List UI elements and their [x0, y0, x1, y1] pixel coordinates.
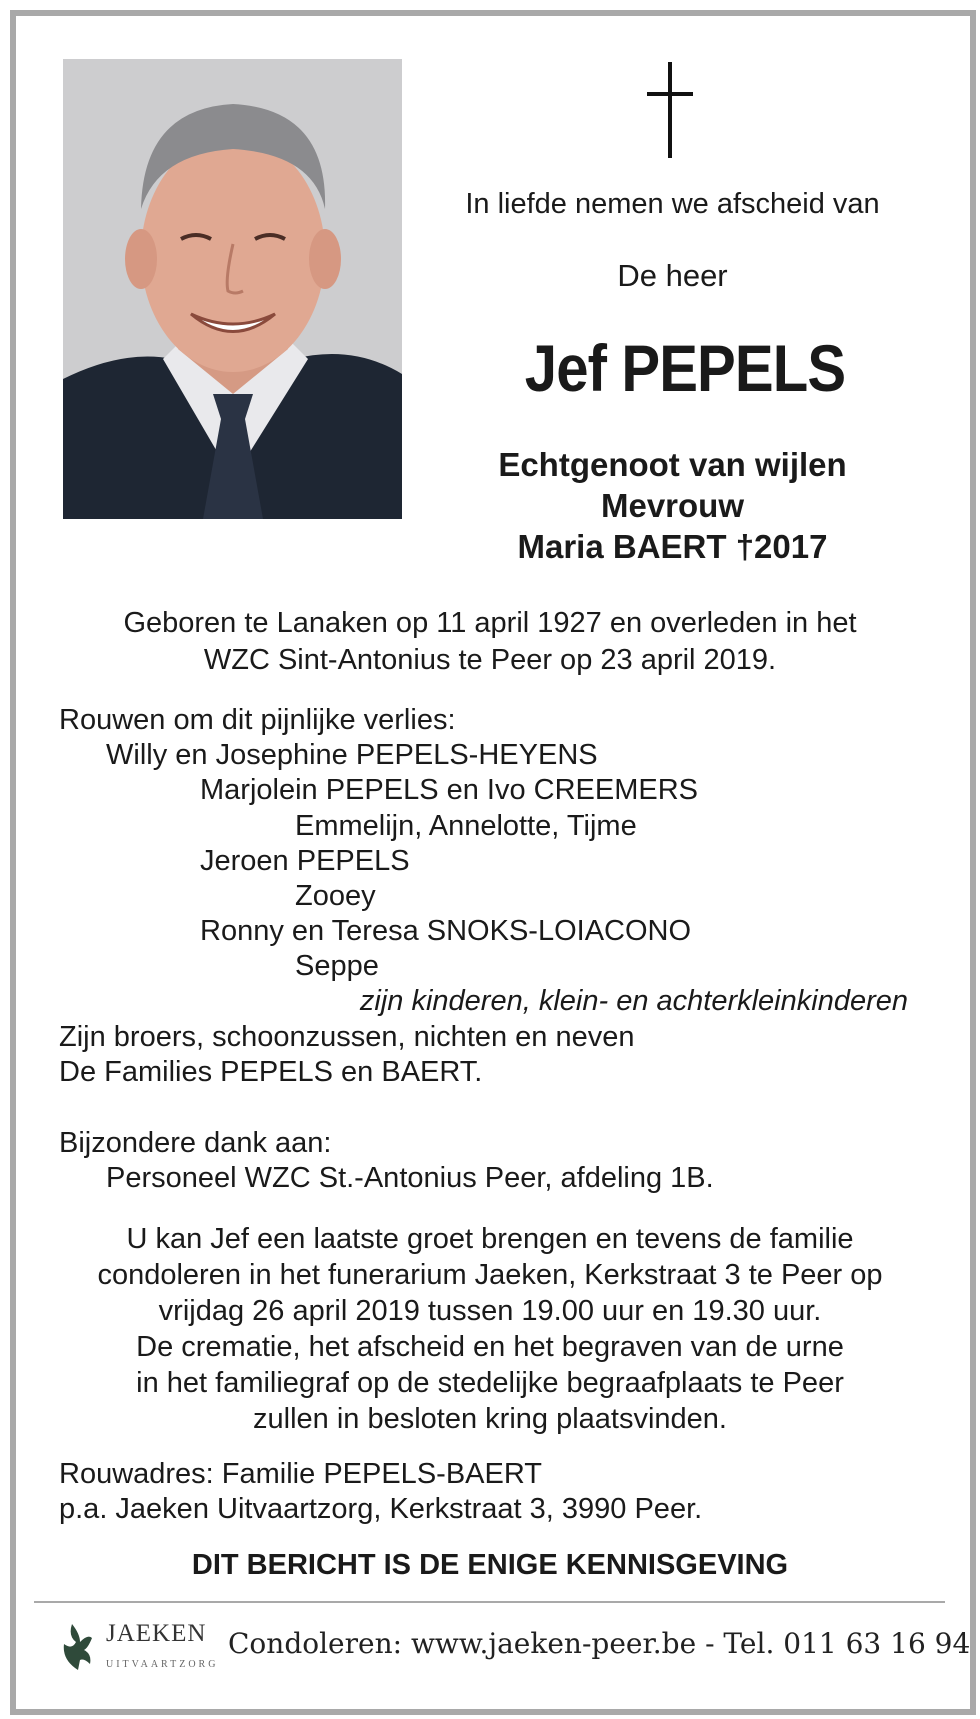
address-line: p.a. Jaeken Uitvaartzorg, Kerkstraat 3, 3990 Peer.	[59, 1493, 703, 1525]
mourner-line: Marjolein PEPELS en Ivo CREEMERS	[200, 774, 699, 806]
mourner-line: Willy en Josephine PEPELS-HEYENS	[106, 739, 598, 771]
bird-icon	[58, 1620, 98, 1672]
address-line: Rouwadres: Familie PEPELS-BAERT	[59, 1458, 542, 1490]
visit-line: U kan Jef een laatste groet brengen en tevens de familie	[126, 1223, 854, 1255]
birth-death-block	[40, 605, 940, 679]
visit-line: condoleren in het funerarium Jaeken, Kerkstraat 3 te Peer op	[97, 1259, 883, 1291]
jaeken-logo	[58, 1620, 218, 1676]
thanks-line: Personeel WZC St.-Antonius Peer, afdeling 1B.	[106, 1162, 714, 1194]
mourner-line: Ronny en Teresa SNOKS-LOIACONO	[200, 915, 692, 947]
born-line: Geboren te Lanaken op 11 april 1927 en overleden in het	[123, 607, 857, 639]
portrait-photo	[63, 59, 402, 519]
divider	[34, 1601, 945, 1603]
salutation: De heer	[617, 258, 728, 293]
spouse-line: Maria BAERT †2017	[517, 528, 828, 565]
condolences-line: Condoleren: www.jaeken-peer.be - Tel. 011 63 16 94	[228, 1627, 971, 1660]
visit-line: in het familiegraf op de stedelijke begraafplaats te Peer	[136, 1367, 844, 1399]
mourner-line: De Families PEPELS en BAERT.	[59, 1056, 483, 1088]
visitation-block	[40, 1221, 940, 1437]
spouse-block	[440, 444, 905, 567]
visit-line: vrijdag 26 april 2019 tussen 19.00 uur en 19.30 uur.	[158, 1295, 822, 1327]
visit-line: zullen in besloten kring plaatsvinden.	[253, 1403, 727, 1435]
notice-statement: DIT BERICHT IS DE ENIGE KENNISGEVING	[191, 1549, 789, 1581]
born-line: WZC Sint-Antonius te Peer op 23 april 2019.	[203, 644, 777, 676]
intro-text: In liefde nemen we afscheid van	[465, 188, 880, 220]
spouse-line: Mevrouw	[600, 487, 745, 524]
mourner-line: Zooey	[295, 880, 376, 912]
mourner-line: Zijn broers, schoonzussen, nichten en neven	[59, 1021, 635, 1053]
cross-icon	[647, 62, 693, 158]
mourner-line: Seppe	[295, 950, 379, 982]
mourner-line: Emmelijn, Annelotte, Tijme	[295, 810, 637, 842]
brand-subtitle: UITVAARTZORG	[106, 1659, 219, 1670]
mourners-label: Rouwen om dit pijnlijke verlies:	[59, 704, 456, 736]
deceased-name: Jef PEPELS	[524, 331, 846, 405]
mourner-line: Jeroen PEPELS	[200, 845, 410, 877]
visit-line: De crematie, het afscheid en het begraven van de urne	[136, 1331, 844, 1363]
thanks-label: Bijzondere dank aan:	[59, 1127, 332, 1159]
spouse-line: Echtgenoot van wijlen	[498, 446, 847, 483]
relation-line: zijn kinderen, klein- en achterkleinkinderen	[359, 985, 908, 1017]
brand-name: JAEKEN	[106, 1620, 207, 1647]
